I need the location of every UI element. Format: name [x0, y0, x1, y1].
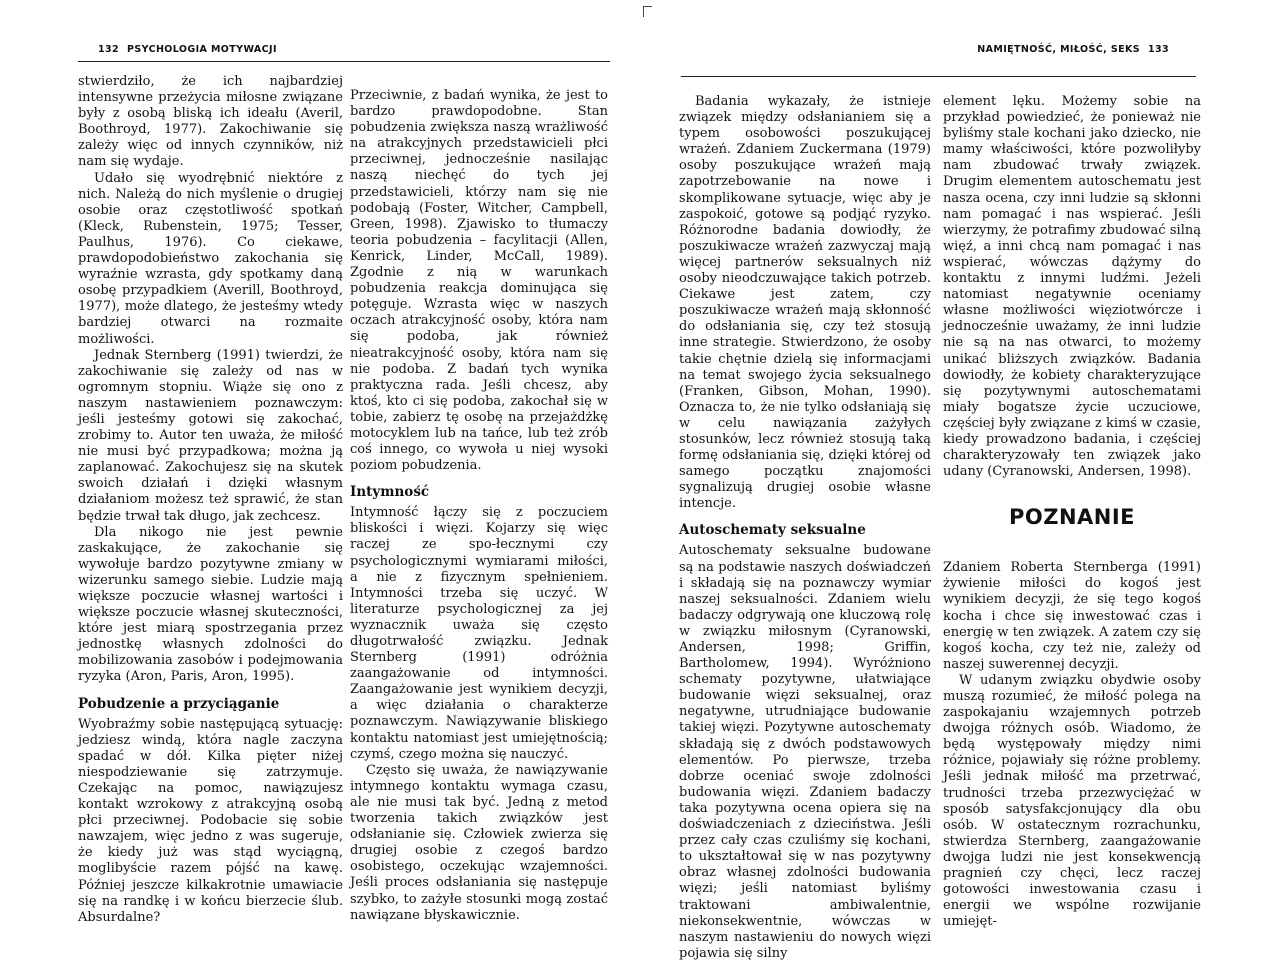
- paragraph: Dla nikogo nie jest pewnie zaskakujące, że zakochanie się wywołuje bardzo pozytywne zmiany w wizerunku samego siebie. Ludzie mają większe poczucie własnej wartości i większe poczucie własnej skuteczności, które jest miarą spostrzegania przez jednostkę własnych zdolności do mobilizowania zasobów i podejmowania ryzyka (Aron, Paris, Aron, 1995).: [78, 524, 343, 685]
- paragraph: element lęku. Możemy sobie na przykład powiedzieć, że ponieważ nie byliśmy stale kochani jako dziecko, nie mamy właściwości, które pozwoliłyby nam zbudować trwały związek. Drugim elementem autoschematu jest nasza ocena, czy inni ludzie są skłonni nam pomagać i nas wspierać. Jeśli wierzymy, że potrafimy zbudować silną więź, a inni chcą nam pomagać i nas wspierać, wówczas dążymy do kontaktu z innymi ludźmi. Jeżeli natomiast negatywnie oceniamy własne możliwości więziotwórcze i jednocześnie uważamy, że inni ludzie nie są na nas otwarci, to możemy unikać bliższych związków. Badania dowiodły, że kobiety charakteryzujące się pozytywnymi autoschematami miały bogatsze życie uczuciowe, częściej były związane z kimś w czasie, kiedy prowadzono badania, i częściej charakteryzowały ten związek jako udany (Cyranowski, Andersen, 1998).: [943, 94, 1201, 480]
- left-running-title: PSYCHOLOGIA MOTYWACJI: [127, 44, 277, 55]
- paragraph: Badania wykazały, że istnieje związek między odsłanianiem się a typem osobowości poszukującej wrażeń. Zdaniem Zuckermana (1979) osoby poszukujące wrażeń mają zapotrzebowanie na nowe i skomplikowane sytuacje, więc aby je zaspokoić, gotowe są podjąć ryzyko. Różnorodne badania dowiodły, że poszukiwacze wrażeń zazwyczaj mają więcej partnerów seksualnych niż osoby nieodczuwające takich potrzeb. Ciekawe jest zatem, czy poszukiwacze wrażeń mają skłonność do odsłaniania się, czy też stosują inne strategie. Stwierdzono, że osoby takie chętnie dzielą się informacjami na temat swojego życia seksualnego (Franken, Gibson, Mohan, 1990). Oznacza to, że nie tylko odsłaniają się w celu nawiązania zażyłych stosunków, lecz również stosują taką formę odsłaniania się, dzięki której od samego początku znajomości sygnalizują drugiej osobie własne intencje.: [679, 94, 931, 512]
- subheading-intymnosc: Intymność: [350, 484, 430, 501]
- paragraph: Często się uważa, że nawiązywanie intymnego kontaktu wymaga czasu, ale nie musi tak być. Jedną z metod tworzenia takich związków jest odsłanianie się. Człowiek zwierza się drugiej osobie z czegoś bardzo osobistego, oczekując wzajemności. Jeśli proces odsłaniania się następuje szybko, to zażyłe stosunki mogą zostać nawiązane błyskawicznie.: [350, 762, 608, 923]
- right-page-number: 133: [1147, 44, 1169, 55]
- right-page: [631, 0, 1262, 961]
- paragraph: Przeciwnie, z badań wynika, że jest to bardzo prawdopodobne. Stan pobudzenia zwiększa naszą wrażliwość na atrakcyjnych przedstawicieli płci przeciwnej, jednocześnie nasilając naszą niechęć do tych jej przedstawicieli, którzy nam się nie podobają (Foster, Witcher, Campbell, Green, 1998). Zjawisko to tłumaczy teoria pobudzenia – facylitacji (Allen, Kenrick, Linder, McCall, 1989). Zgodnie z nią w warunkach pobudzenia reakcja dominująca się potęguje. Wzrasta więc w naszych oczach atrakcyjność osoby, która nam się podoba, jak również nieatrakcyjność osoby, która nam się nie podoba. Z badań tych wynika praktyczna rada. Jeśli chcesz, aby ktoś, kto ci się podoba, zakochał się w tobie, zabierz tę osobę na przejażdżkę motocyklem lub na tańce, lub też zrób coś innego, co wywoła u niej wysoki poziom pobudzenia.: [350, 88, 608, 474]
- subheading-pobudzenie: Pobudzenie a przyciąganie: [78, 695, 280, 712]
- paragraph: W udanym związku obydwie osoby muszą rozumieć, że miłość polega na zaspokajaniu wzajemnych potrzeb dwojga różnych osób. Wiadomo, że będą występowały między nimi różnice, pojawiały się różne problemy. Jeśli jednak miłość ma przetrwać, trudności trzeba przezwyciężać w sposób satysfakcjonujący dla obu osób. W ostatecznym rozrachunku, stwierdza Sternberg, zaangażowanie dwojga ludzi nie jest konsekwencją pragnień czy chęci, lecz raczej gotowości inwestowania czasu i energii we wspólne rozwijanie umiejęt-: [943, 672, 1201, 930]
- right-running-header: [977, 44, 1177, 55]
- paragraph: Intymność łączy się z poczuciem bliskości i więzi. Kojarzy się więc raczej ze spo-łecznymi czy psychologicznymi wymiarami miłości, a nie z fizycznym spełnieniem. Intymności trzeba się uczyć. W literaturze psychologicznej za jej wyznacznik uważa się często długotrwałość związku. Jednak Sternberg (1991) odróżnia zaangażowanie od intymności. Zaangażowanie jest wynikiem decyzji, a więc działania o charakterze poznawczym. Nawiązywanie bliskiego kontaktu natomiast jest umiejętnością; czymś, czego można się nauczyć.: [350, 505, 608, 762]
- section-title-poznanie: POZNANIE: [1008, 505, 1136, 530]
- paragraph: Udało się wyodrębnić niektóre z nich. Należą do nich myślenie o drugiej osobie oraz częstotliwość spotkań (Kleck, Rubenstein, 1975; Tesser, Paulhus, 1976). Co ciekawe, prawdopodobieństwo zakochania się wyraźnie wzrasta, gdy spotkamy daną osobę przypadkiem (Averill, Boothroyd, 1977), może dlatego, że jesteśmy wtedy bardziej otwarci na rozmaite możliwości.: [78, 170, 343, 347]
- right-column-1: [679, 94, 931, 962]
- right-running-title: NAMIĘTNOŚĆ, MIŁOŚĆ, SEKS: [977, 44, 1140, 55]
- right-header-rule: [681, 76, 1196, 77]
- paragraph: Wyobraźmy sobie następującą sytuację: jedziesz windą, która nagle zaczyna spadać w dół. Kilka pięter niżej niespodziewanie się zatrzymuje. Czekając na pomoc, nawiązujesz kontakt wzrokowy z atrakcyjną osobą płci przeciwnej. Podobacie się sobie nawzajem, więc jedno z was sugeruje, że kiedy już was stąd wyciągną, moglibyście razem pójść na kawę. Później jeszcze kilkakrotnie umawiacie się na randkę i w końcu bierzecie ślub. Absurdalne?: [78, 716, 343, 925]
- left-page-number: 132: [98, 44, 120, 55]
- left-header-rule: [78, 61, 610, 62]
- left-column-2: [350, 88, 608, 924]
- right-column-2: [943, 94, 1201, 930]
- left-page: [0, 0, 631, 925]
- paragraph: Jednak Sternberg (1991) twierdzi, że zakochiwanie się zależy od nas w ogromnym stopniu. Wiąże się ono z naszym nastawieniem poznawczym: jeśli jesteśmy gotowi się zakochać, zrobimy to. Autor ten uważa, że miłość nie musi być przypadkowa; można ją zaplanować. Zakochujesz się na skutek swoich działań i dzięki własnym działaniom możesz też sprawić, że stan będzie trwał tak długo, jak zechcesz.: [78, 347, 343, 524]
- paragraph: Autoschematy seksualne budowane są na podstawie naszych doświadczeń i składają się na poznawczy wymiar naszej seksualności. Zdaniem wielu badaczy odgrywają one kluczową rolę w związku miłosnym (Cyranowski, Andersen, 1998; Griffin, Bartholomew, 1994). Wyróżniono schematy pozytywne, ułatwiające budowanie więzi seksualnej, oraz negatywne, utrudniające budowanie takiej więzi. Pozytywne autoschematy składają się z dwóch podstawowych elementów. Po pierwsze, trzeba dobrze oceniać swoje zdolności budowania więzi. Zdaniem badaczy taka pozytywna ocena opiera się na doświadczeniach z dzieciństwa. Jeśli przez cały czas czuliśmy się kochani, to ukształtował się w nas pozytywny obraz własnej zdolności budowania więzi; jeśli natomiast byliśmy traktowani ambiwalentnie, niekonsekwentnie, wówczas w naszym nastawieniu do nowych więzi pojawia się silny: [679, 543, 931, 961]
- left-column-1: [78, 74, 343, 926]
- paragraph: Zdaniem Roberta Sternberga (1991) żywienie miłości do kogoś jest wynikiem decyzji, że się tego kogoś kocha i chce się inwestować czas i energię w ten związek. A zatem czy się kogoś kocha, czy też nie, zależy od naszej suwerennej decyzji.: [943, 560, 1201, 672]
- paragraph: stwierdziło, że ich najbardziej intensywne przeżycia miłosne związane były z osobą bliską ich ideału (Averil, Boothroyd, 1977). Zakochiwanie się zależy więc od innych czynników, niż nam się wydaje.: [78, 74, 343, 170]
- left-running-header: [90, 44, 277, 55]
- subheading-autoschematy: Autoschematy seksualne: [679, 522, 866, 539]
